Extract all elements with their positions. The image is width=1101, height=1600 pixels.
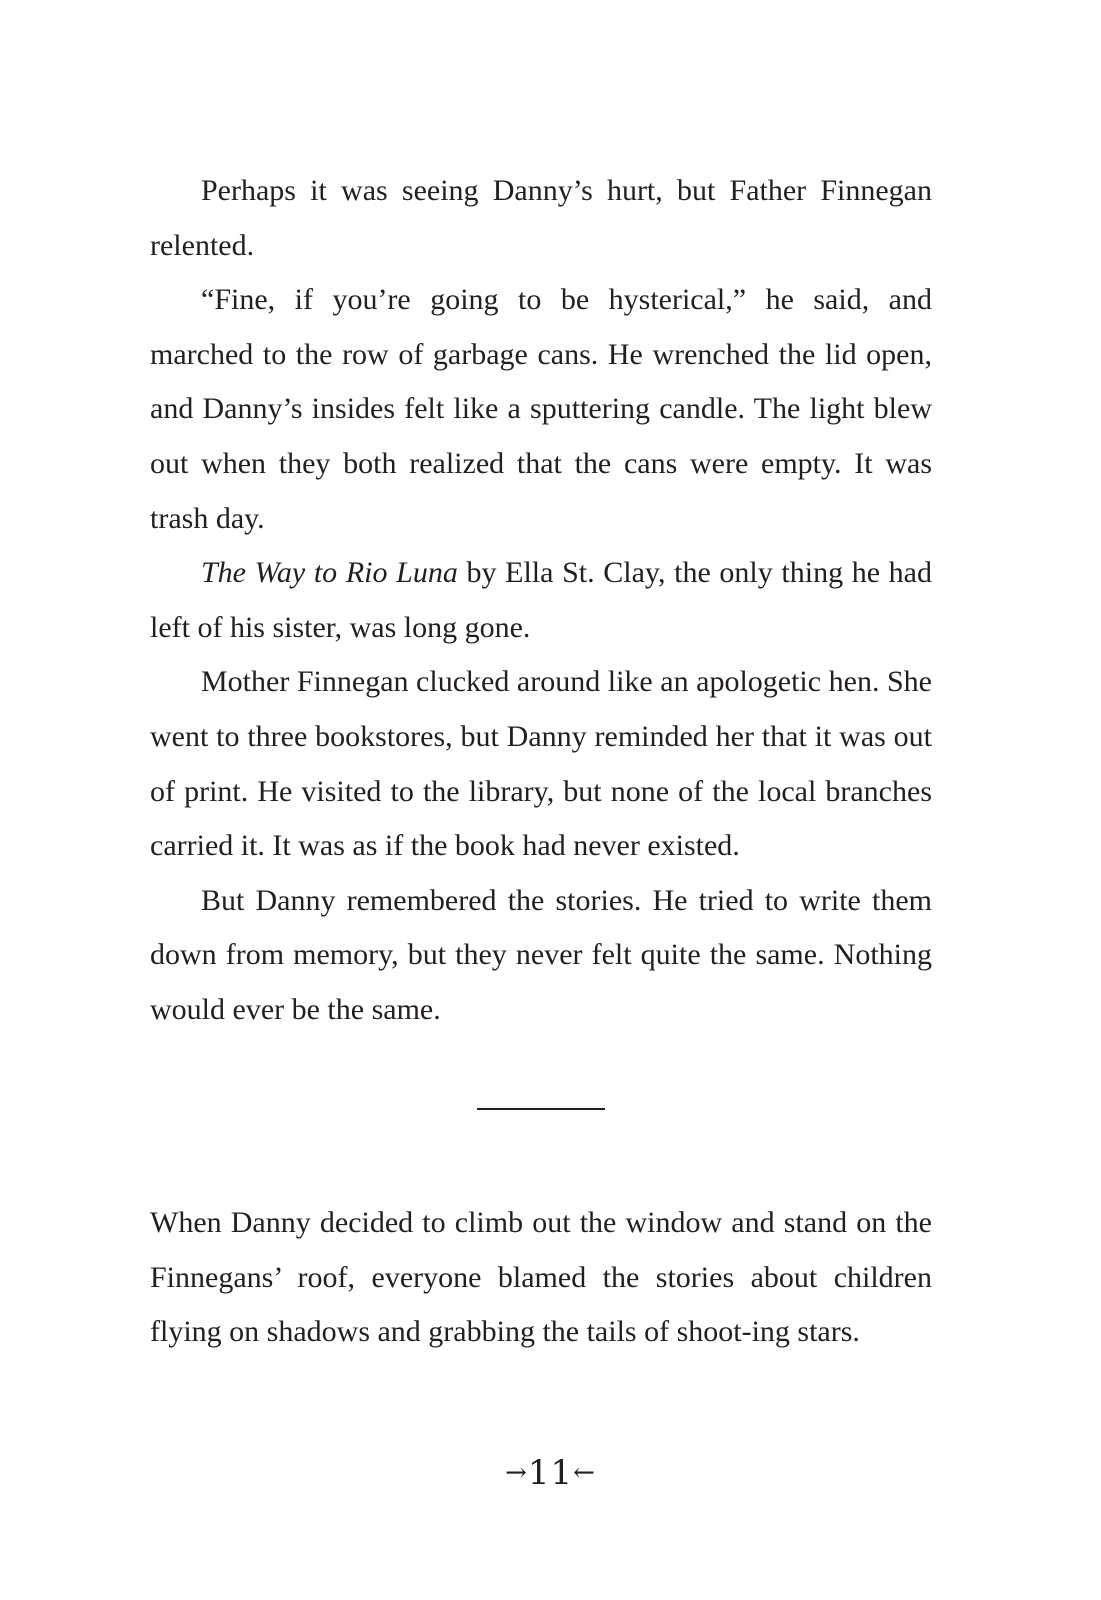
- paragraph-4: Mother Finnegan clucked around like an apologetic hen. She went to three bookstores, but Danny reminded her that it was out of print. He visited to the library, but none of the local branches carried it. It was as if the book had never existed.: [150, 665, 932, 863]
- section-break-rule: [477, 1108, 605, 1110]
- left-arrow-icon: ←: [573, 1458, 596, 1488]
- paragraph-6: When Danny decided to climb out the window and stand on the Finnegans’ roof, everyone blamed the stories about children flying on shadows and grabbing the tails of shoot-ing stars.: [150, 1206, 932, 1349]
- section-two-text: [150, 1196, 932, 1360]
- paragraph-3-text: by Ella St. Clay, the only thing he had left of his sister, was long gone.: [150, 556, 932, 644]
- paragraph-1: Perhaps it was seeing Danny’s hurt, but Father Finnegan relented.: [150, 174, 932, 262]
- book-title: The Way to Rio Luna: [201, 556, 458, 590]
- page-number: [0, 1448, 1101, 1498]
- body-text: [150, 164, 932, 1038]
- paragraph-2: “Fine, if you’re going to be hysterical,” he said, and marched to the row of garbage cans. He wrenched the lid open, and Danny’s insides felt like a sputtering candle. The light blew out when they both realized that the cans were empty. It was trash day.: [150, 283, 932, 535]
- page-number-value: 11: [527, 1453, 574, 1493]
- paragraph-5: But Danny remembered the stories. He tried to write them down from memory, but they never felt quite the same. Nothing would ever be the same.: [150, 883, 932, 1026]
- paragraph-3: [150, 546, 932, 655]
- right-arrow-icon: →: [505, 1458, 528, 1488]
